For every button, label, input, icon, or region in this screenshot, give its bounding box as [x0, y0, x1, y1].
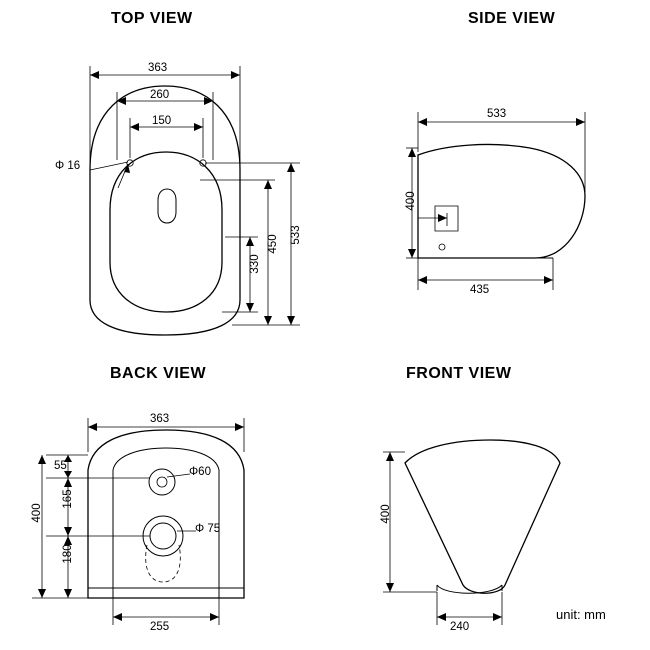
- view-title-top: TOP VIEW: [111, 10, 193, 27]
- dim-top-bolt-spacing-inner: 150: [152, 115, 172, 127]
- back-view-geometry: [32, 418, 244, 625]
- top-view-geometry: [90, 66, 300, 335]
- dim-side-height-overall: 400: [405, 191, 417, 211]
- dim-top-length-bowl: 450: [267, 234, 279, 254]
- dim-back-height-lower: 180: [62, 544, 74, 564]
- view-title-front: FRONT VIEW: [406, 365, 512, 382]
- view-title-side: SIDE VIEW: [468, 10, 556, 27]
- dim-back-height-top-offset: 55: [54, 460, 67, 472]
- dim-top-bolt-spacing-outer: 260: [150, 89, 170, 101]
- side-view-geometry: [406, 112, 585, 290]
- dim-back-height-mid: 165: [62, 489, 74, 509]
- dim-top-width-overall: 363: [148, 62, 168, 74]
- front-view-geometry: [383, 440, 560, 625]
- dim-back-outlet-diameter: Φ 75: [195, 523, 221, 535]
- dim-back-inlet-diameter: Φ60: [189, 466, 211, 478]
- unit-note: unit: mm: [556, 607, 606, 622]
- dim-front-base-width: 240: [450, 621, 470, 633]
- dim-top-length-inner: 330: [249, 254, 261, 274]
- dim-back-height-overall: 400: [31, 503, 43, 523]
- dim-back-base-width: 255: [150, 621, 170, 633]
- dim-front-height-overall: 400: [380, 504, 392, 524]
- dim-top-hole-diameter: Φ 16: [55, 160, 81, 172]
- view-title-back: BACK VIEW: [110, 365, 207, 382]
- dim-back-width-overall: 363: [150, 413, 170, 425]
- dim-top-length-overall: 533: [290, 225, 302, 245]
- dim-side-length-overall: 533: [487, 108, 507, 120]
- dim-side-base-length: 435: [470, 284, 490, 296]
